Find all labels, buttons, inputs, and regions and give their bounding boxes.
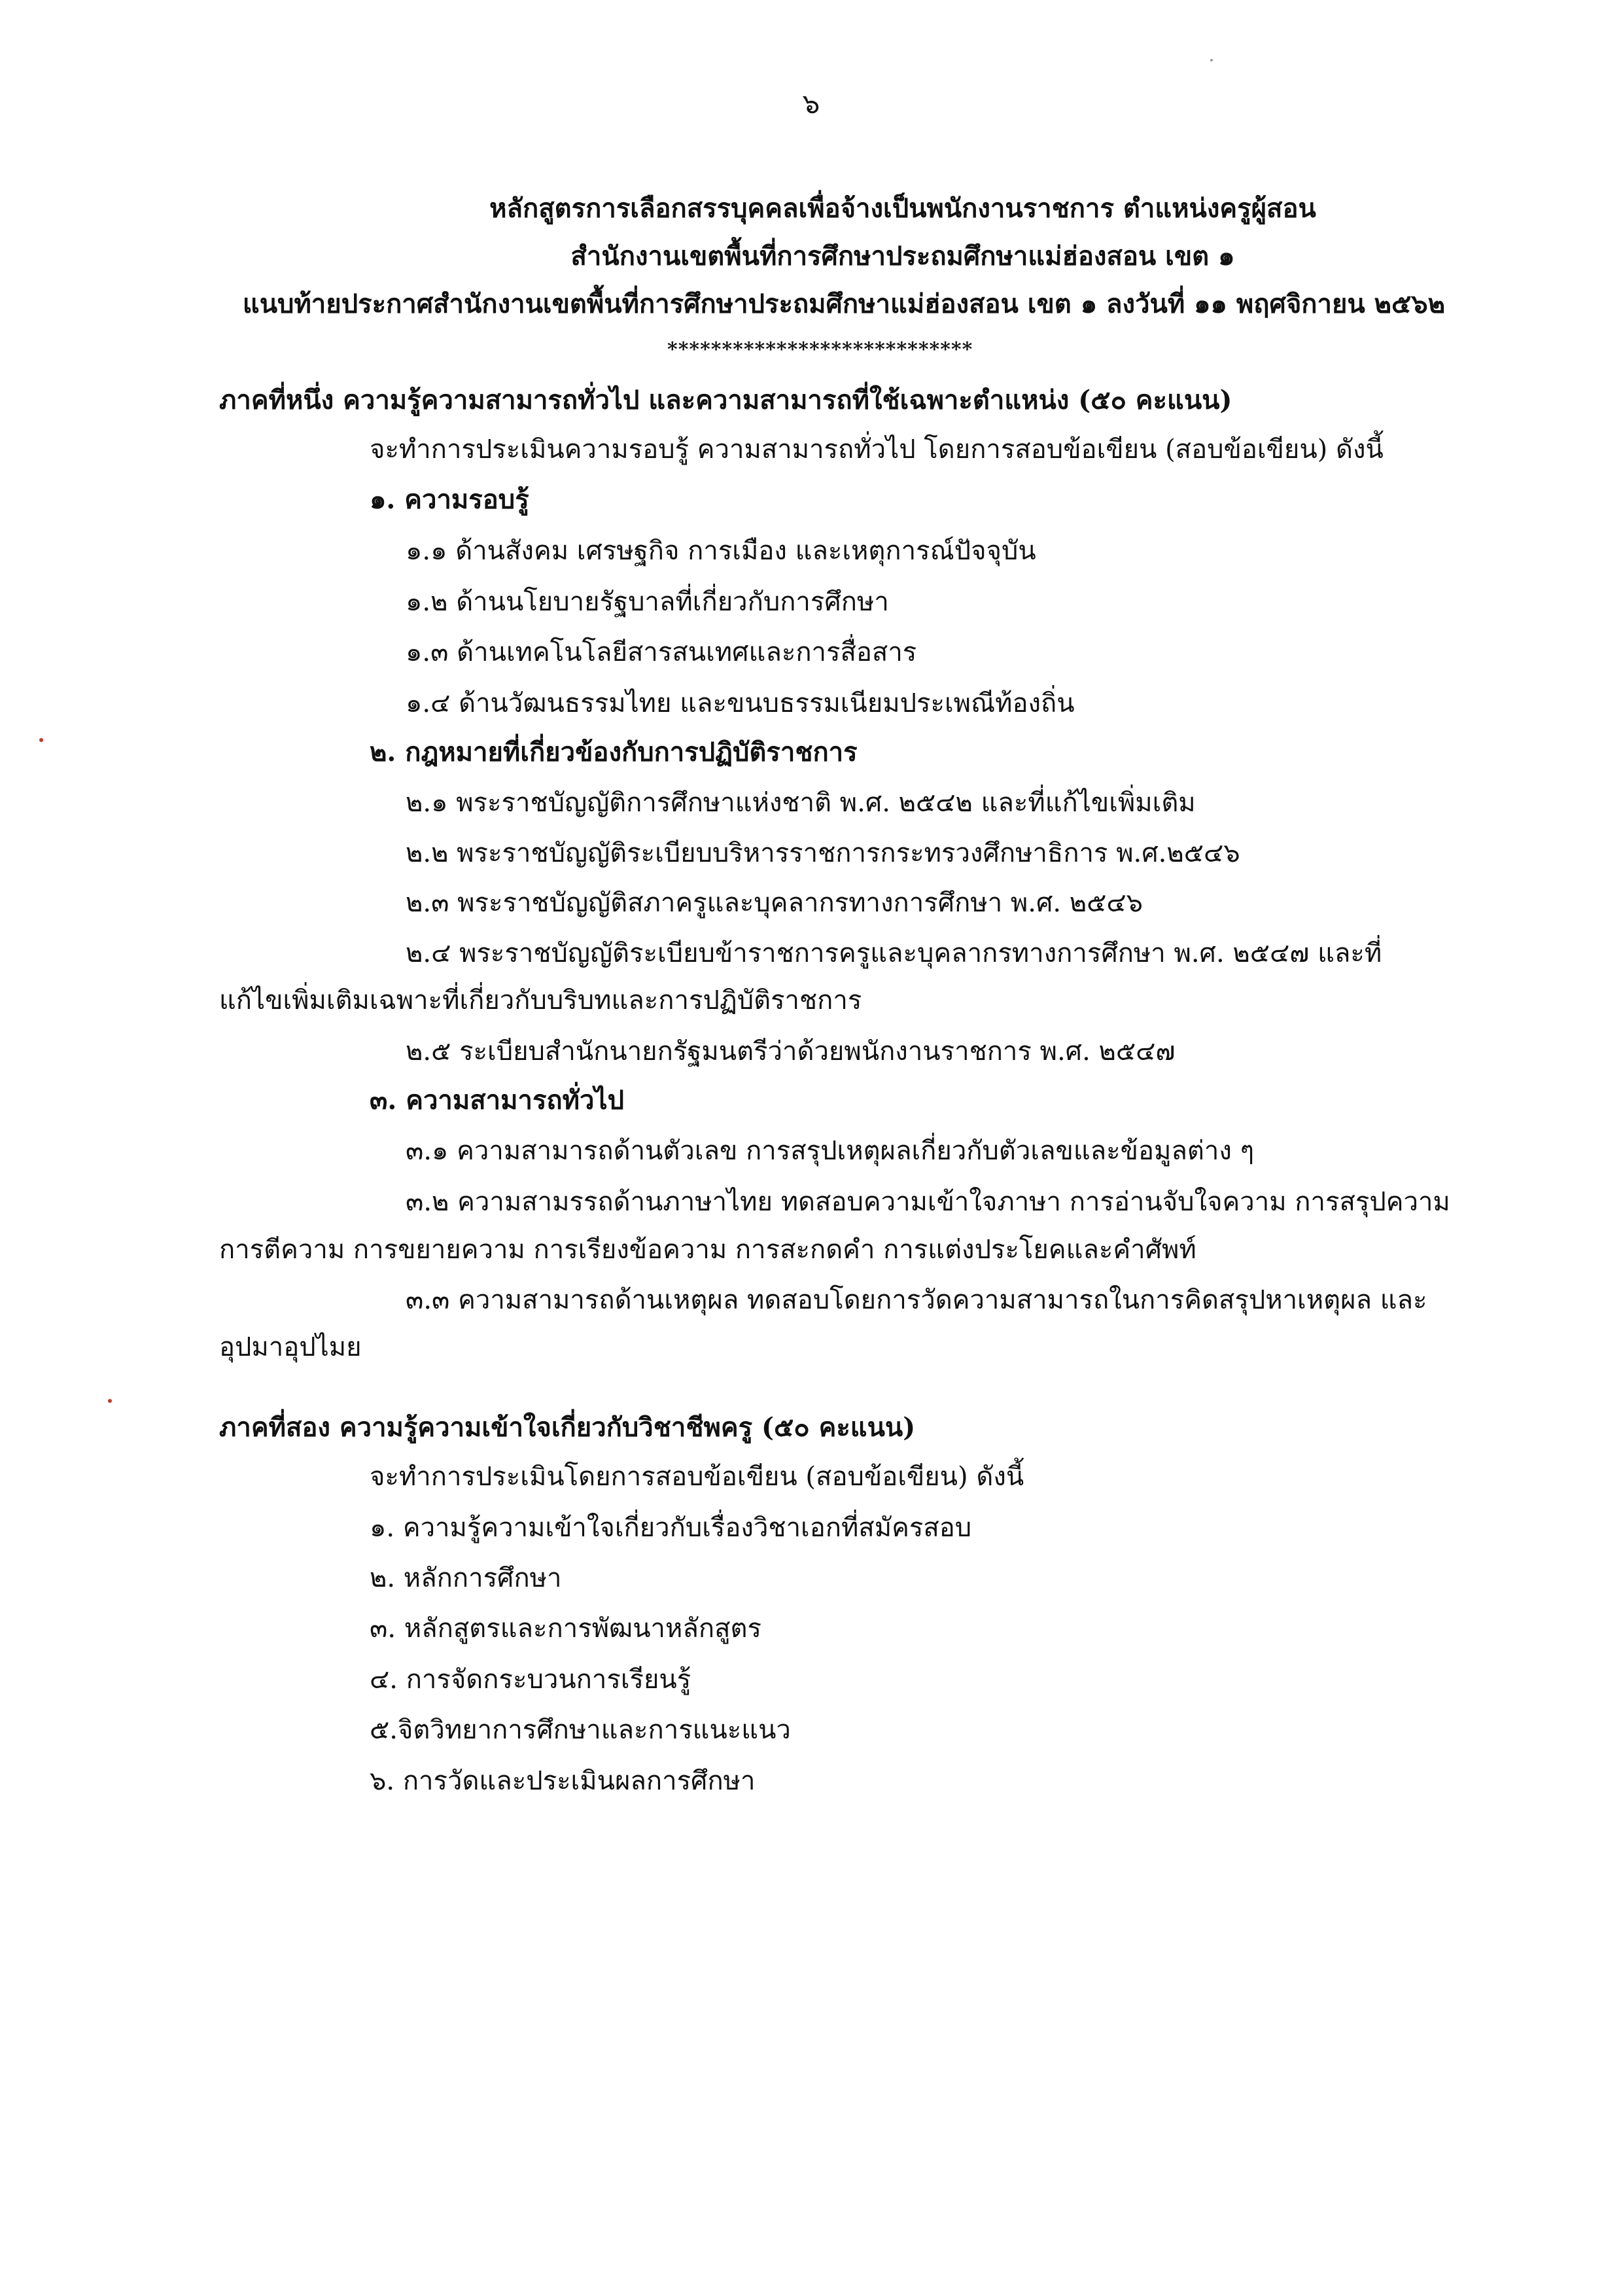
- header-title: หลักสูตรการเลือกสรรบุคคลเพื่อจ้างเป็นพนักงานราชการ ตำแหน่งครูผู้สอน: [489, 193, 1316, 224]
- section1-item: ๑.๒ ด้านนโยบายรัฐบาลที่เกี่ยวกับการศึกษา: [406, 587, 889, 617]
- scan-speck: [1210, 59, 1213, 62]
- part1-intro: จะทำการประเมินความรอบรู้ ความสามารถทั่วไป โดยการสอบข้อเขียน (สอบข้อเขียน) ดังนี้: [370, 434, 1384, 465]
- part2-item: ๒. หลักการศึกษา: [370, 1563, 562, 1593]
- scan-speck: [108, 1399, 112, 1403]
- header-stars: ****************************: [667, 338, 973, 361]
- section1-item: ๑.๑ ด้านสังคม เศรษฐกิจ การเมือง และเหตุการณ์ปัจจุบัน: [406, 536, 1036, 566]
- section3-item-continued: อุปมาอุปไมย: [219, 1332, 362, 1362]
- page-number: ๖: [802, 88, 820, 120]
- section2-item: ๒.๑ พระราชบัญญัติการศึกษาแห่งชาติ พ.ศ. ๒๕๔๒ และที่แก้ไขเพิ่มเติม: [406, 788, 1196, 818]
- part2-item: ๔. การจัดกระบวนการเรียนรู้: [370, 1665, 691, 1695]
- section3-item: ๓.๓ ความสามารถด้านเหตุผล ทดสอบโดยการวัดความสามารถในการคิดสรุปหาเหตุผล และ: [406, 1285, 1427, 1315]
- section2-item: ๒.๒ พระราชบัญญัติระเบียบบริหารราชการกระทรวงศึกษาธิการ พ.ศ.๒๕๔๖: [406, 838, 1240, 868]
- section2-item: ๒.๔ พระราชบัญญัติระเบียบข้าราชการครูและบุคลากรทางการศึกษา พ.ศ. ๒๕๔๗ และที่: [406, 938, 1382, 968]
- part1-heading: ภาคที่หนึ่ง ความรู้ความสามารถทั่วไป และความสามารถที่ใช้เฉพาะตำแหน่ง (๕๐ คะแนน): [219, 385, 1232, 415]
- section2-title: ๒. กฎหมายที่เกี่ยวข้องกับการปฏิบัติราชการ: [370, 737, 858, 768]
- section1-item: ๑.๓ ด้านเทคโนโลยีสารสนเทศและการสื่อสาร: [406, 637, 917, 667]
- part2-item: ๓. หลักสูตรและการพัฒนาหลักสูตร: [370, 1614, 761, 1644]
- part2-intro: จะทำการประเมินโดยการสอบข้อเขียน (สอบข้อเขียน) ดังนี้: [370, 1462, 1024, 1492]
- section3-item: ๓.๒ ความสามรรถด้านภาษาไทย ทดสอบความเข้าใจภาษา การอ่านจับใจความ การสรุปความ: [406, 1187, 1450, 1217]
- section3-item: ๓.๑ ความสามารถด้านตัวเลข การสรุปเหตุผลเกี่ยวกับตัวเลขและข้อมูลต่าง ๆ: [406, 1136, 1255, 1166]
- header-office: สำนักงานเขตพื้นที่การศึกษาประถมศึกษาแม่ฮ่องสอน เขต ๑: [570, 241, 1235, 272]
- part2-item: ๖. การวัดและประเมินผลการศึกษา: [370, 1766, 756, 1796]
- section2-item-continued: แก้ไขเพิ่มเติมเฉพาะที่เกี่ยวกับบริบทและการปฏิบัติราชการ: [219, 985, 862, 1016]
- section3-item-continued: การตีความ การขยายความ การเรียงข้อความ การสะกดคำ การแต่งประโยคและคำศัพท์: [219, 1235, 1196, 1265]
- part2-heading: ภาคที่สอง ความรู้ความเข้าใจเกี่ยวกับวิชาชีพครู (๕๐ คะแนน): [219, 1412, 916, 1443]
- part2-item: ๑. ความรู้ความเข้าใจเกี่ยวกับเรื่องวิชาเอกที่สมัครสอบ: [370, 1513, 972, 1543]
- header-attachment: แนบท้ายประกาศสำนักงานเขตพื้นที่การศึกษาประถมศึกษาแม่ฮ่องสอน เขต ๑ ลงวันที่ ๑๑ พฤศจิกายน ๒๕๖๒: [242, 289, 1446, 319]
- section2-item: ๒.๕ ระเบียบสำนักนายกรัฐมนตรีว่าด้วยพนักงานราชการ พ.ศ. ๒๕๔๗: [406, 1036, 1176, 1067]
- scan-speck: [39, 738, 43, 742]
- part2-item: ๕.จิตวิทยาการศึกษาและการแนะแนว: [370, 1715, 791, 1745]
- section1-item: ๑.๔ ด้านวัฒนธรรมไทย และขนบธรรมเนียมประเพณีท้องถิ่น: [406, 688, 1075, 718]
- section3-title: ๓. ความสามารถทั่วไป: [370, 1085, 624, 1116]
- section1-title: ๑. ความรอบรู้: [370, 484, 529, 515]
- section2-item: ๒.๓ พระราชบัญญัติสภาครูและบุคลากรทางการศึกษา พ.ศ. ๒๕๔๖: [406, 888, 1143, 918]
